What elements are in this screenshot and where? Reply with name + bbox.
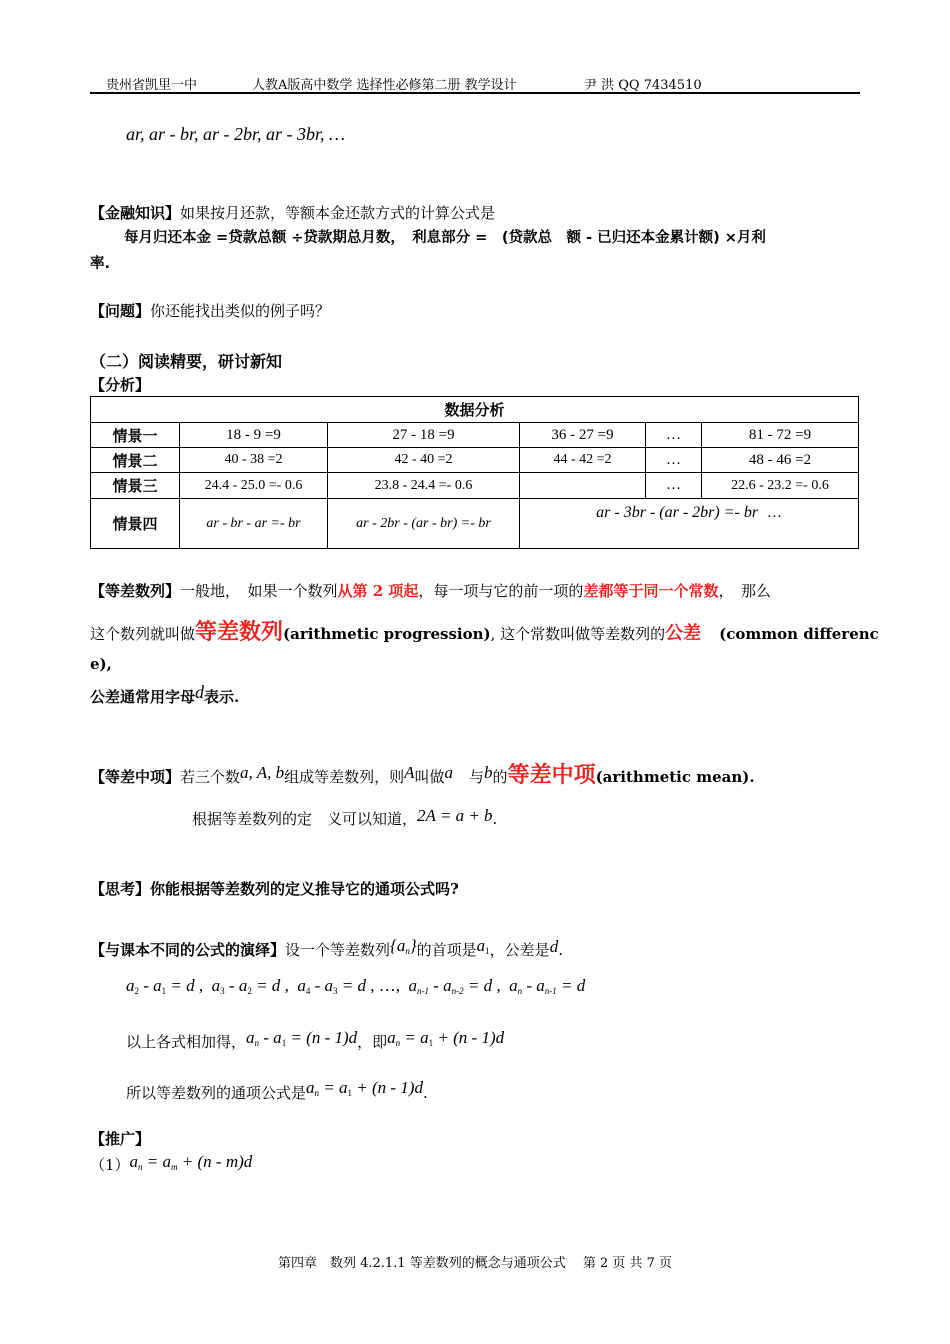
general-text: 所以等差数列的通项公式是 — [126, 1084, 307, 1102]
finance-formula-line1: 每月归还本金 =贷款总额 ÷贷款期总月数， 利息部分 = (贷款总 额 - 已归还本金累计额) ×月利 — [124, 230, 766, 246]
data-analysis-table — [90, 396, 859, 549]
first-term: $a_1$ — [476, 936, 490, 956]
derive-text: ，公差是 — [489, 941, 550, 959]
row-label: 情景一 — [91, 423, 180, 448]
page-footer: 第四章 数列 4.2.1.1 等差数列的概念与通项公式 第 2 页 共 7 页 — [277, 1256, 673, 1271]
mean-formula: 2A = a + b — [417, 806, 493, 825]
table-row — [91, 448, 859, 473]
question-paragraph — [90, 300, 330, 321]
definition-line3: e), — [90, 655, 112, 673]
table-row — [91, 473, 859, 499]
table-cell — [520, 473, 646, 499]
sum-text: 以上各式相加得， — [126, 1033, 247, 1051]
think-text: 你能根据等差数列的定义推导它的通项公式吗? — [150, 880, 459, 898]
definition-text: ， 那么 — [718, 582, 771, 600]
derive-tag: 【与课本不同的公式的演绎】 — [90, 941, 286, 959]
table-cell: … — [766, 505, 782, 521]
row-label: 情景二 — [91, 448, 180, 473]
general-formula-line: 所以等差数列的通项公式是$a_n = a_1 + (n - 1)d$. — [126, 1078, 428, 1102]
table-row — [91, 499, 859, 549]
definition-english: (arithmetic progression) — [283, 625, 491, 643]
table-row — [91, 423, 859, 448]
mean-text: 根据等差数列的定 义可以知道， — [192, 810, 418, 828]
table-cell: … — [646, 448, 702, 473]
table-title: 数据分析 — [91, 397, 859, 423]
table-cell: … — [646, 473, 702, 499]
mean-text: 与 — [469, 768, 485, 786]
extend-tag: 【推广】 — [90, 1130, 151, 1148]
think-tag: 【思考】 — [90, 880, 151, 898]
row-label: 情景三 — [91, 473, 180, 499]
definition-text: 表示. — [204, 688, 240, 706]
mean-text: 若三个数 — [180, 768, 241, 786]
header-book: 人教A版高中数学 选择性必修第二册 教学设计 — [252, 78, 517, 93]
mean-var-A: A — [404, 763, 415, 782]
header-author: 尹 洪 QQ 7434510 — [584, 78, 702, 93]
table-cell: 27 - 18 =9 — [328, 423, 520, 448]
table-cell: ar - br - ar =- br — [180, 499, 328, 549]
table-cell-merged — [520, 499, 859, 549]
table-cell: 36 - 27 =9 — [520, 423, 646, 448]
seq-notation: $\{a_n\}$ — [390, 936, 417, 956]
definition-text: 公差通常用字母 — [90, 688, 196, 706]
definition-text: , 这个常数叫做等差数列的 — [490, 625, 666, 643]
derive-d: d — [549, 937, 559, 956]
mean-var-a: a — [444, 763, 454, 782]
definition-line1 — [90, 580, 771, 601]
mean-text: 组成等差数列，则 — [284, 768, 405, 786]
mean-english: (arithmetic mean). — [595, 768, 755, 786]
definition-line4 — [90, 682, 239, 707]
page-header — [0, 72, 950, 92]
table-cell: ar - 3br - (ar - 2br) =- br — [596, 504, 759, 521]
mean-term: 等差中项 — [507, 762, 596, 788]
table-cell: 48 - 46 =2 — [702, 448, 859, 473]
derive-text: 设一个等差数列 — [285, 941, 391, 959]
extend-item-label: （1） — [90, 1156, 130, 1174]
table-cell: ar - 2br - (ar - br) =- br — [328, 499, 520, 549]
derive-line: 【与课本不同的公式的演绎】设一个等差数列$\{a_n\}$的首项是$a_1$，公差是d. — [90, 936, 563, 959]
mean-tag: 【等差中项】 — [90, 768, 181, 786]
finance-formula-line2: 率. — [90, 256, 111, 272]
definition-text: 这个数列就叫做 — [90, 625, 196, 643]
table-cell: 18 - 9 =9 — [180, 423, 328, 448]
question-text: 你还能找出类似的例子吗？ — [150, 302, 331, 320]
mean-var-b: b — [484, 763, 493, 782]
mean-line1 — [90, 758, 755, 789]
definition-term: 等差数列 — [195, 619, 284, 645]
finance-paragraph — [90, 202, 495, 223]
derive-text: 的首项是 — [416, 941, 477, 959]
definition-highlight: 差都等于同一个常数 — [583, 582, 719, 600]
ie-text: ，即 — [357, 1033, 388, 1051]
definition-text: ，每一项与它的前一项的 — [418, 582, 584, 600]
mean-line2 — [192, 806, 497, 829]
finance-tag: 【金融知识】 — [90, 204, 181, 222]
table-cell: 24.4 - 25.0 =- 0.6 — [180, 473, 328, 499]
think-paragraph — [90, 878, 459, 899]
table-cell: 23.8 - 24.4 =- 0.6 — [328, 473, 520, 499]
extend-item: $(1)a_n = a_m + (n - m)d$ — [90, 1152, 253, 1174]
definition-line2 — [90, 615, 879, 646]
mean-vars: a, A, b — [240, 763, 285, 782]
table-cell: 22.6 - 23.2 =- 0.6 — [702, 473, 859, 499]
header-school: 贵州省凯里一中 — [106, 78, 198, 93]
table-cell: 40 - 38 =2 — [180, 448, 328, 473]
seq-open: {a — [390, 936, 406, 955]
difference-equations: $a_2 - a_1 = d$ , $a_3 - a_2 = d$ , $a_4 - a_3 = d$ , …, $a_{n-1} - a_{n-2} = d$ , $a_n - a_{n-1} = d$ — [126, 976, 586, 996]
table-cell: 42 - 40 =2 — [328, 448, 520, 473]
section-title: （二）阅读精要，研讨新知 — [90, 352, 283, 371]
table-cell: 81 - 72 =9 — [702, 423, 859, 448]
mean-text: 的 — [492, 768, 508, 786]
definition-d: d — [195, 682, 205, 702]
top-sequence: ar, ar - br, ar - 2br, ar - 3br, … — [126, 124, 346, 144]
table-cell: 44 - 42 =2 — [520, 448, 646, 473]
definition-highlight: 从第 2 项起 — [337, 582, 419, 600]
definition-tag: 【等差数列】 — [90, 582, 181, 600]
mean-text: 叫做 — [414, 768, 445, 786]
sum-line: 以上各式相加得，$a_n - a_1 = (n - 1)d$，即$a_n = a_1 + (n - 1)d$ — [126, 1028, 505, 1051]
definition-term2: 公差 — [665, 623, 702, 644]
mean-text: . — [492, 810, 498, 828]
table-cell: … — [646, 423, 702, 448]
question-tag: 【问题】 — [90, 302, 151, 320]
analysis-tag: 【分析】 — [90, 376, 151, 394]
row-label: 情景四 — [91, 499, 180, 549]
definition-text: 一般地， 如果一个数列 — [180, 582, 338, 600]
header-divider — [90, 92, 860, 94]
definition-english2: (common differenc — [719, 625, 879, 643]
finance-text: 如果按月还款，等额本金还款方式的计算公式是 — [180, 204, 496, 222]
